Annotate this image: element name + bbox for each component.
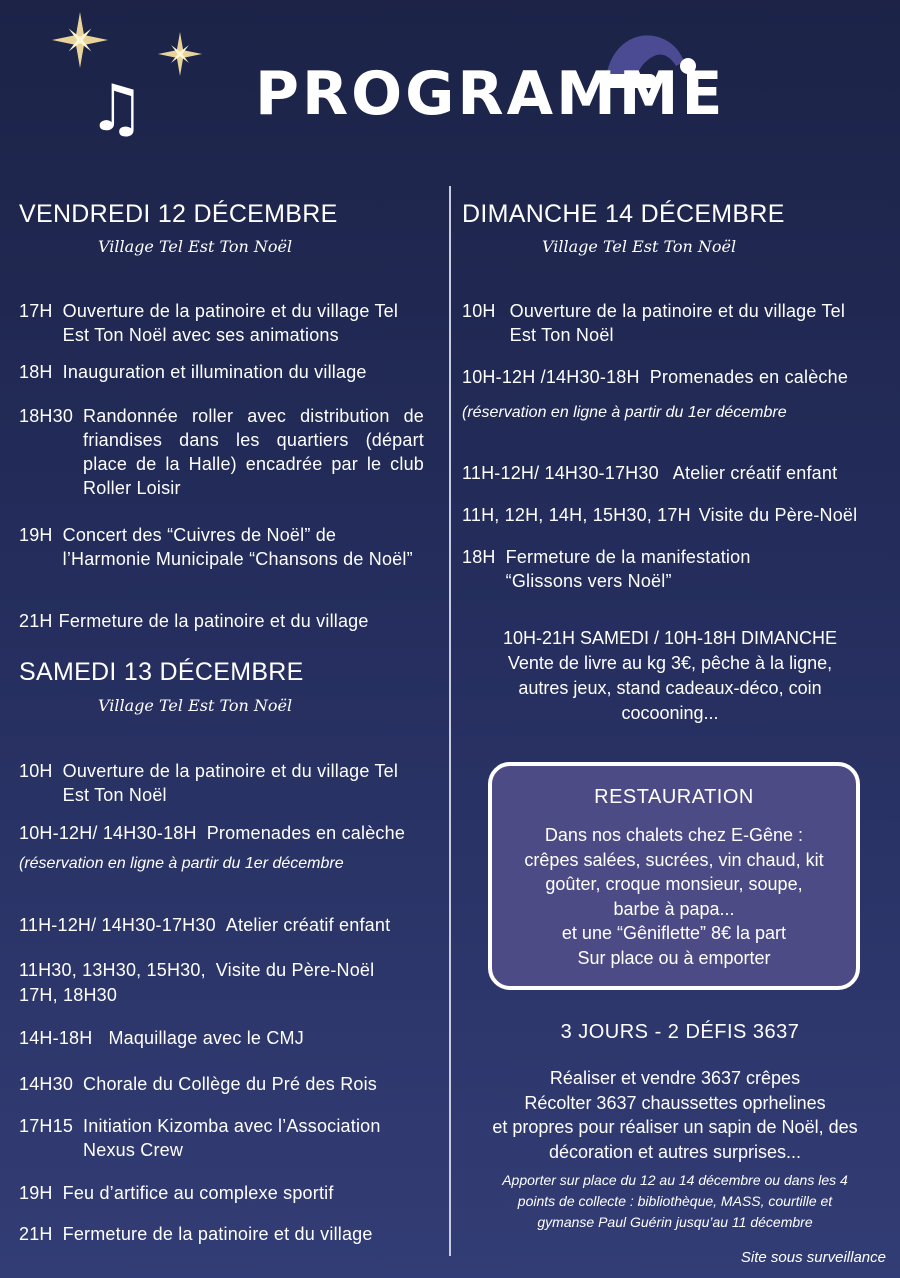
- list-item: [19, 360, 429, 384]
- item-desc: Promenades en calèche: [206, 823, 406, 843]
- item-time: 11H30, 13H30, 15H30,: [19, 960, 206, 980]
- item-desc: Ouverture de la patinoire et du village Tel Est Ton Noël avec ses animations: [62, 301, 399, 345]
- item-time: 10H: [462, 301, 496, 321]
- item-time: 18H: [462, 547, 496, 567]
- reservation-note: (réservation en ligne à partir du 1er décembre: [462, 404, 787, 421]
- item-time: 14H30: [19, 1074, 74, 1094]
- item-desc: Atelier créatif enfant: [672, 463, 838, 483]
- list-item: [19, 1026, 429, 1050]
- item-time: 21H: [19, 611, 53, 631]
- sale-line: cocooning...: [621, 703, 719, 723]
- sale-title: 10H-21H SAMEDI / 10H-18H DIMANCHE: [502, 628, 838, 648]
- restauration-line: Sur place ou à emporter: [577, 947, 771, 968]
- item-time: 11H-12H/ 14H30-17H30: [462, 463, 659, 483]
- list-item: [19, 1222, 429, 1246]
- item-time: 17H, 18H30: [19, 985, 118, 1005]
- item-desc: Visite du Père-Noël: [215, 960, 375, 980]
- list-item: [19, 523, 419, 571]
- saturday-heading: SAMEDI 13 DÉCEMBRE: [19, 658, 304, 686]
- item-desc: Maquillage avec le CMJ: [108, 1028, 304, 1048]
- list-item: [462, 461, 892, 485]
- item-desc: Promenades en calèche: [649, 367, 849, 387]
- list-item: [462, 299, 872, 347]
- item-desc: Randonnée roller avec distribution de friandises dans les quartiers (départ place de la Halle) encadrée par le club Roller Loisir: [83, 406, 424, 498]
- item-desc: Fermeture de la manifestation “Glissons vers Noël”: [505, 547, 751, 591]
- list-item: [19, 759, 419, 807]
- sale-line: autres jeux, stand cadeaux-déco, coin: [518, 678, 822, 698]
- column-divider: [449, 186, 451, 1256]
- reservation-note: (réservation en ligne à partir du 1er décembre: [19, 855, 344, 872]
- page-title: PROGRAMME: [255, 59, 726, 129]
- item-desc: Feu d’artifice au complexe sportif: [62, 1183, 334, 1203]
- item-time: 17H: [19, 301, 53, 321]
- item-desc: Ouverture de la patinoire et du village Tel Est Ton Noël: [509, 301, 846, 345]
- item-time: 11H, 12H, 14H, 15H30, 17H: [462, 505, 691, 525]
- sunday-heading: DIMANCHE 14 DÉCEMBRE: [462, 200, 785, 228]
- item-time: 21H: [19, 1224, 53, 1244]
- item-time: 19H: [19, 525, 53, 545]
- list-item: [19, 404, 424, 500]
- friday-place: Village Tel Est Ton Noël: [98, 237, 293, 256]
- restauration-line: Dans nos chalets chez E-Gêne :: [544, 825, 804, 845]
- star-icon: [52, 12, 108, 68]
- item-time: 10H-12H /14H30-18H: [462, 367, 640, 387]
- item-time: 10H-12H/ 14H30-18H: [19, 823, 197, 843]
- list-item: [462, 365, 892, 389]
- list-item: [462, 545, 802, 593]
- list-item: [462, 503, 892, 527]
- item-desc: Atelier créatif enfant: [225, 915, 391, 935]
- item-desc: Inauguration et illumination du village: [62, 362, 367, 382]
- sunday-place: Village Tel Est Ton Noël: [542, 237, 737, 256]
- challenge-line: décoration et autres surprises...: [548, 1141, 802, 1162]
- challenge-note: [455, 1170, 895, 1233]
- list-item: [19, 1114, 429, 1162]
- item-desc: Visite du Père-Noël: [698, 505, 858, 525]
- challenge-line: et propres pour réaliser un sapin de Noël, des: [492, 1117, 858, 1137]
- list-item: [19, 299, 419, 347]
- item-desc: Ouverture de la patinoire et du village Tel Est Ton Noël: [62, 761, 399, 805]
- item-desc: Fermeture de la patinoire et du village: [58, 611, 369, 631]
- list-item: [19, 1072, 429, 1096]
- challenge-line: Réaliser et vendre 3637 crêpes: [549, 1068, 801, 1088]
- item-time: 14H-18H: [19, 1028, 93, 1048]
- sale-line: Vente de livre au kg 3€, pêche à la ligne,: [507, 653, 833, 673]
- surveillance-note: Site sous surveillance: [740, 1249, 886, 1266]
- friday-heading: VENDREDI 12 DÉCEMBRE: [19, 200, 338, 228]
- star-icon: [158, 32, 202, 76]
- list-item: [19, 958, 439, 982]
- challenge-note-line: Apporter sur place du 12 au 14 décembre ou dans les 4: [502, 1172, 848, 1188]
- restauration-line: goûter, croque monsieur, soupe,: [545, 874, 803, 894]
- list-item: [19, 1181, 429, 1205]
- challenge-title: 3 JOURS - 2 DÉFIS 3637: [560, 1021, 800, 1043]
- saturday-place: Village Tel Est Ton Noël: [98, 696, 293, 715]
- challenge-block: [455, 1066, 895, 1164]
- item-time: 18H: [19, 362, 53, 382]
- challenge-note-line: points de collecte : bibliothèque, MASS, courtille et: [517, 1193, 833, 1209]
- sale-block: [470, 626, 870, 726]
- challenge-note-line: gymanse Paul Guérin jusqu’au 11 décembre: [537, 1214, 813, 1230]
- item-time: 10H: [19, 761, 53, 781]
- item-desc: Concert des “Cuivres de Noël” de l’Harmonie Municipale “Chansons de Noël”: [62, 525, 413, 569]
- item-time: 19H: [19, 1183, 53, 1203]
- list-item: [19, 821, 447, 845]
- challenge-line: Récolter 3637 chaussettes oprhelines: [524, 1092, 826, 1113]
- restauration-line: et une “Gêniflette” 8€ la part: [561, 923, 787, 943]
- list-item: [19, 609, 429, 633]
- item-desc: Initiation Kizomba avec l’Association Nexus Crew: [83, 1116, 381, 1160]
- item-time: 11H-12H/ 14H30-17H30: [19, 915, 216, 935]
- item-desc: Fermeture de la patinoire et du village: [62, 1224, 373, 1244]
- item-time: 18H30: [19, 406, 74, 426]
- list-item: [19, 913, 444, 937]
- restauration-title: RESTAURATION: [594, 786, 754, 808]
- item-desc: Chorale du Collège du Pré des Rois: [83, 1074, 378, 1094]
- restauration-box: [488, 762, 860, 990]
- restauration-line: crêpes salées, sucrées, vin chaud, kit: [524, 849, 824, 870]
- list-item: [19, 983, 127, 1007]
- restauration-line: barbe à papa...: [613, 898, 735, 919]
- item-time: 17H15: [19, 1116, 74, 1136]
- music-notes-icon: ♫: [88, 72, 146, 146]
